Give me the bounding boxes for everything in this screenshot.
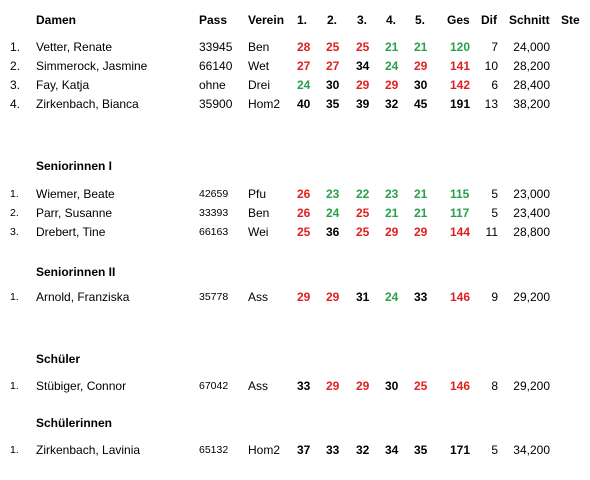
rank: 1. [10, 188, 19, 200]
game-score-3: 32 [356, 443, 370, 457]
rank: 4. [10, 97, 21, 111]
average: 28,800 [513, 225, 550, 239]
header-game-4: 4. [386, 13, 397, 27]
total-score: 146 [450, 290, 471, 304]
total-score: 120 [450, 40, 471, 54]
game-score-3: 25 [356, 206, 370, 220]
table-row [0, 203, 590, 222]
total-score: 141 [450, 59, 471, 73]
pass-number: 67042 [199, 380, 229, 392]
game-score-2: 25 [326, 40, 340, 54]
table-row [0, 376, 590, 395]
pass-number: 66140 [199, 59, 233, 73]
game-score-1: 27 [297, 59, 311, 73]
game-score-3: 34 [356, 59, 370, 73]
section-title: Seniorinnen II [36, 265, 116, 279]
game-score-3: 31 [356, 290, 370, 304]
game-score-1: 25 [297, 225, 311, 239]
average: 29,200 [513, 379, 550, 393]
game-score-5: 33 [414, 290, 428, 304]
pass-number: 33945 [199, 40, 233, 54]
rank: 1. [10, 40, 21, 54]
game-score-4: 29 [385, 78, 399, 92]
game-score-2: 33 [326, 443, 340, 457]
player-name: Drebert, Tine [36, 225, 106, 239]
game-score-5: 30 [414, 78, 428, 92]
player-name: Stübiger, Connor [36, 379, 127, 393]
game-score-1: 26 [297, 206, 311, 220]
game-score-4: 34 [385, 443, 399, 457]
average: 38,200 [513, 97, 550, 111]
pass-number: 42659 [199, 188, 229, 200]
header-total: Ges [447, 13, 470, 27]
total-score: 191 [450, 97, 471, 111]
total-score: 115 [450, 187, 470, 201]
player-name: Vetter, Renate [36, 40, 113, 54]
game-score-3: 29 [356, 379, 370, 393]
pass-number: 65132 [199, 444, 229, 456]
pass-number: 66163 [199, 226, 229, 238]
game-score-5: 35 [414, 443, 428, 457]
average: 24,000 [513, 40, 550, 54]
table-row [0, 56, 590, 75]
average: 23,000 [513, 187, 550, 201]
table-row [0, 75, 590, 94]
game-score-3: 29 [356, 78, 370, 92]
game-score-1: 37 [297, 443, 311, 457]
club: Hom2 [248, 443, 281, 457]
section-title: Seniorinnen I [36, 159, 113, 173]
total-score: 146 [450, 379, 471, 393]
player-name: Zirkenbach, Lavinia [36, 443, 141, 457]
average: 29,200 [513, 290, 550, 304]
game-score-1: 33 [297, 379, 311, 393]
rank: 1. [10, 444, 19, 456]
header-game-2: 2. [327, 13, 338, 27]
header-game-3: 3. [357, 13, 368, 27]
header-ste: Ste [561, 13, 580, 27]
game-score-2: 30 [326, 78, 340, 92]
rank: 3. [10, 226, 19, 238]
club: Ass [248, 379, 269, 393]
game-score-5: 25 [414, 379, 428, 393]
player-name: Simmerock, Jasmine [36, 59, 148, 73]
game-score-4: 23 [385, 187, 399, 201]
difference: 8 [491, 379, 498, 393]
game-score-4: 24 [385, 59, 399, 73]
game-score-1: 26 [297, 187, 311, 201]
average: 28,200 [513, 59, 550, 73]
header-average: Schnitt [509, 13, 550, 27]
game-score-4: 32 [385, 97, 399, 111]
difference: 10 [484, 59, 498, 73]
game-score-5: 21 [414, 206, 428, 220]
difference: 5 [491, 206, 498, 220]
game-score-1: 24 [297, 78, 311, 92]
club: Hom2 [248, 97, 281, 111]
game-score-4: 29 [385, 225, 399, 239]
rank: 1. [10, 380, 19, 392]
game-score-1: 40 [297, 97, 311, 111]
difference: 7 [491, 40, 498, 54]
pass-number: ohne [199, 78, 226, 92]
pass-number: 35900 [199, 97, 233, 111]
game-score-2: 29 [326, 379, 340, 393]
club: Pfu [248, 187, 267, 201]
section-title: Schüler [36, 352, 81, 366]
game-score-2: 35 [326, 97, 340, 111]
table-header [0, 10, 590, 30]
game-score-4: 30 [385, 379, 399, 393]
club: Ben [248, 206, 270, 220]
game-score-5: 29 [414, 225, 428, 239]
club: Wei [248, 225, 269, 239]
average: 28,400 [513, 78, 550, 92]
pass-number: 33393 [199, 207, 229, 219]
header-game-1: 1. [297, 13, 308, 27]
club: Wet [248, 59, 270, 73]
club: Ben [248, 40, 270, 54]
game-score-2: 29 [326, 290, 340, 304]
average: 23,400 [513, 206, 550, 220]
game-score-3: 25 [356, 40, 370, 54]
rank: 1. [10, 291, 19, 303]
difference: 6 [491, 78, 498, 92]
header-difference: Dif [481, 13, 497, 27]
header-game-5: 5. [415, 13, 426, 27]
difference: 5 [491, 443, 498, 457]
table-row [0, 94, 590, 113]
club: Ass [248, 290, 269, 304]
game-score-4: 21 [385, 40, 399, 54]
difference: 5 [491, 187, 498, 201]
difference: 11 [485, 225, 498, 239]
table-row [0, 184, 590, 203]
club: Drei [248, 78, 271, 92]
player-name: Fay, Katja [36, 78, 90, 92]
game-score-4: 21 [385, 206, 399, 220]
table-row [0, 222, 590, 241]
total-score: 144 [450, 225, 471, 239]
game-score-2: 27 [326, 59, 340, 73]
section-title: Schülerinnen [36, 416, 113, 430]
table-row [0, 287, 590, 306]
game-score-5: 21 [414, 40, 428, 54]
table-row [0, 440, 590, 459]
game-score-1: 28 [297, 40, 311, 54]
game-score-2: 36 [326, 225, 340, 239]
rank: 3. [10, 78, 21, 92]
rank: 2. [10, 59, 21, 73]
player-name: Zirkenbach, Bianca [36, 97, 139, 111]
total-score: 142 [450, 78, 471, 92]
average: 34,200 [513, 443, 550, 457]
game-score-4: 24 [385, 290, 399, 304]
header-group: Damen [36, 13, 77, 27]
player-name: Wiemer, Beate [36, 187, 115, 201]
total-score: 117 [450, 206, 470, 220]
game-score-5: 29 [414, 59, 428, 73]
game-score-3: 25 [356, 225, 370, 239]
header-pass: Pass [199, 13, 228, 27]
player-name: Parr, Susanne [36, 206, 113, 220]
header-verein: Verein [248, 13, 285, 27]
game-score-3: 22 [356, 187, 370, 201]
game-score-2: 23 [326, 187, 340, 201]
game-score-5: 45 [414, 97, 428, 111]
game-score-1: 29 [297, 290, 311, 304]
pass-number: 35778 [199, 291, 229, 303]
game-score-5: 21 [414, 187, 428, 201]
rank: 2. [10, 207, 19, 219]
difference: 13 [484, 97, 498, 111]
total-score: 171 [450, 443, 471, 457]
difference: 9 [491, 290, 498, 304]
player-name: Arnold, Franziska [36, 290, 130, 304]
game-score-3: 39 [356, 97, 370, 111]
table-row [0, 37, 590, 56]
game-score-2: 24 [326, 206, 340, 220]
